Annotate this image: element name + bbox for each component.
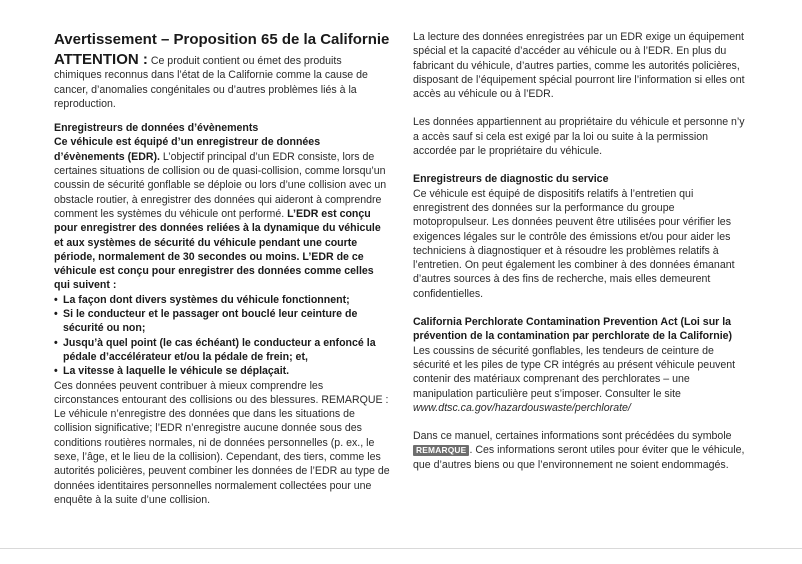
attention-label: ATTENTION : xyxy=(54,51,148,68)
list-item: • La façon dont divers systèmes du véhicule fonctionnent; xyxy=(54,293,390,307)
page-title: Avertissement – Proposition 65 de la Californie xyxy=(54,31,390,48)
list-item: • Si le conducteur et le passager ont bouclé leur ceinture de sécurité ou non; xyxy=(54,307,390,336)
perchlorate-text: Les coussins de sécurité gonflables, les tendeurs de ceinture de sécurité et les piles de type CR intégrés au présent véhicule peuvent contenir des matériaux comprenant des perchlorates – une manipulation particulière peut s’imposer. Consulter le site xyxy=(413,344,736,400)
note-intro: Dans ce manuel, certaines informations sont précédées du symbole xyxy=(413,430,732,443)
diagnostic-paragraph: Ce véhicule est équipé de dispositifs relatifs à l’entretien qui enregistrent des données sur la performance du groupe motopropulseur. Les données peuvent être utilisées pour vérifier les exigences légales sur le contrôle des émissions et/ou pour aider les techniciens à diagnostiquer et à résoudre les problèmes relatifs à l’entretien. On peut également les combiner à des données émanant d’autres sources à des fins de recherche, mais elles demeurent confidentielles. xyxy=(413,187,735,300)
edr-bold-2: L’EDR est conçu pour enregistrer des données reliées à la dynamique du véhicule et aux systèmes de sécurité du véhicule pendant une courte période, normalement de 30 secondes ou moins. L’EDR de ce véhicule est conçu pour enregistrer des données comme celles qui suivent : xyxy=(54,207,381,292)
edr-paragraph xyxy=(54,135,390,292)
note-text: . Ces informations seront utiles pour éviter que le véhicule, que d’autres biens ou que l’environnement ne soient endommagés. xyxy=(413,444,745,471)
spacer xyxy=(413,158,751,172)
right-column xyxy=(413,30,751,472)
edr-heading: Enregistreurs de données d’évènements xyxy=(54,122,259,135)
edr-reading-paragraph: La lecture des données enregistrées par un EDR exige un équipement spécial et la capacité d’accéder au véhicule ou à l’EDR. En plus du fabricant du véhicule, d’autres parties, comme les autorités policières, disposant de l’équipement spécial pourront lire l’information si elles ont accès au véhicule ou à l’EDR. xyxy=(413,31,745,101)
edr-text-after: Ces données peuvent contribuer à mieux comprendre les circonstances entourant des collisions ou des blessures. REMARQUE : Le véhicule n’enregistre des données que dans les situations de collision significative; l’EDR n’enregistre aucune donnée sous des conditions routières normales, ni de données personnelles (p. ex., le sexe, l’âge, et le lieu de la collision). Cependant, des tiers, comme les autorités policières, peuvent combiner les données de l’EDR au type de données identitaires personnelles normalement collectées pour une enquête à la suite d’une collision. xyxy=(54,379,390,506)
edr-lead-bold: Ce véhicule est équipé d’un enregistreur de données d’évènements (EDR). xyxy=(54,136,321,163)
list-item: • La vitesse à laquelle le véhicule se déplaçait. xyxy=(54,364,390,378)
note-paragraph xyxy=(413,429,751,472)
perchlorate-url: www.dtsc.ca.gov/hazardouswaste/perchlorate/ xyxy=(413,401,631,414)
remarque-badge: REMARQUE xyxy=(413,445,469,456)
edr-bullet-list xyxy=(54,293,390,379)
spacer xyxy=(413,101,751,115)
bottom-divider xyxy=(0,548,802,549)
perchlorate-paragraph xyxy=(413,344,751,415)
left-column xyxy=(54,30,390,507)
attention-paragraph xyxy=(54,53,390,111)
list-item: • Jusqu’à quel point (le cas échéant) le conducteur a enfoncé la pédale d’accélérateur et/ou la pédale de frein; et, xyxy=(54,336,390,365)
spacer xyxy=(54,111,390,121)
data-ownership-paragraph: Les données appartiennent au propriétaire du véhicule et personne n’y a accès sauf si cela est exigé par la loi ou suite à la permission accordée par le propriétaire du véhicule. xyxy=(413,116,745,158)
edr-text-1: L’objectif principal d’un EDR consiste, lors de certaines situations de collision ou de quasi-collision, comme lorsqu’un coussin de sécurité gonflable se déploie ou lors d’une collision avec un obstacle routier, à enregistrer des données qui aideront à comprendre comment les systèmes du véhicule ont performé. xyxy=(54,150,387,220)
diagnostic-heading: Enregistreurs de diagnostic du service xyxy=(413,173,609,186)
spacer xyxy=(413,415,751,429)
perchlorate-heading: California Perchlorate Contamination Prevention Act (Loi sur la prévention de la contamination par perchlorate de la Californie) xyxy=(413,316,733,343)
spacer xyxy=(413,301,751,315)
attention-text: Ce produit contient ou émet des produits chimiques reconnus dans l’état de la Californie comme la cause de cancer, d’anomalies congénitales ou d’autres problèmes liés à la reproduction. xyxy=(54,55,368,110)
